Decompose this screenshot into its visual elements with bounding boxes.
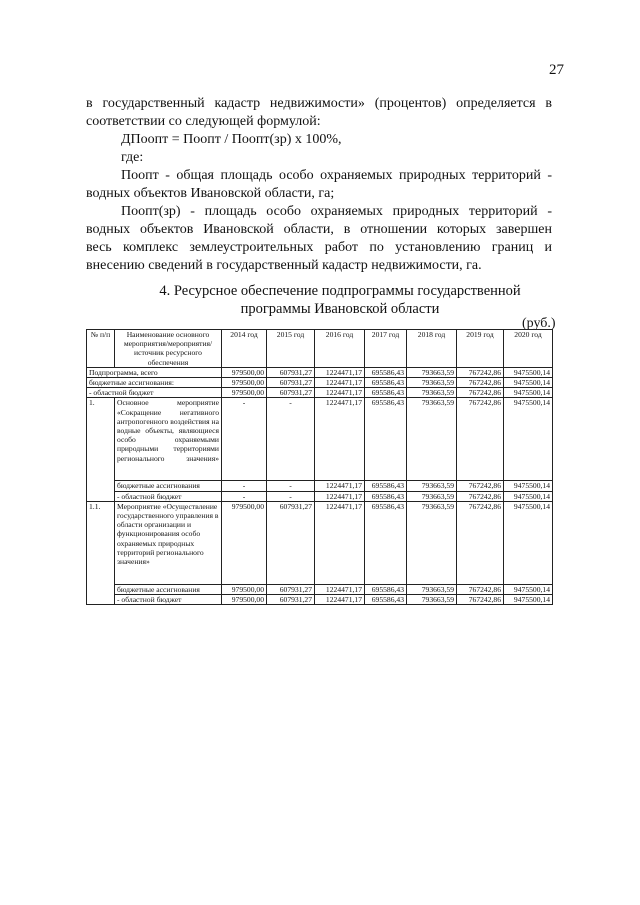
cell-2020: 9475500,14 [504, 398, 553, 481]
paragraph-line: Поопт(зр) - площадь особо охраняемых природных территорий - [121, 204, 552, 219]
cell-2017: 695586,43 [365, 491, 407, 501]
col-header-2019: 2019 год [457, 330, 504, 368]
activity-name: Мероприятие «Осуществление государственного управления в области организации и функционирования особо охраняемых природных территорий регионального значения» [115, 501, 222, 584]
paragraph-line: водных объектов Ивановской области, га; [86, 186, 335, 201]
table-row [87, 378, 553, 388]
cell-2016: 1224471,17 [315, 367, 365, 377]
paragraph-line: водных объектов Ивановской области, в отношении которых завершен [86, 222, 552, 237]
row-label: - областной бюджет [115, 491, 222, 501]
cell-2018: 793663,59 [407, 481, 457, 491]
resource-table [86, 329, 553, 605]
cell-2014: - [222, 481, 267, 491]
row-number: 1. [87, 398, 115, 501]
cell-2016: 1224471,17 [315, 595, 365, 605]
table-row [87, 398, 553, 481]
cell-2018: 793663,59 [407, 584, 457, 594]
col-header-2018: 2018 год [407, 330, 457, 368]
formula: ДПоопт = Поопт / Поопт(зр) х 100%, [121, 132, 342, 147]
cell-2018: 793663,59 [407, 388, 457, 398]
cell-2018: 793663,59 [407, 501, 457, 584]
paragraph-line: внесению сведений в государственный кадастр недвижимости, га. [86, 258, 482, 273]
cell-2017: 695586,43 [365, 584, 407, 594]
cell-2018: 793663,59 [407, 367, 457, 377]
table-row [87, 584, 553, 594]
cell-2016: 1224471,17 [315, 491, 365, 501]
cell-2019: 767242,86 [457, 584, 504, 594]
cell-2014: 979500,00 [222, 584, 267, 594]
cell-2016: 1224471,17 [315, 388, 365, 398]
col-header-2020: 2020 год [504, 330, 553, 368]
cell-2016: 1224471,17 [315, 378, 365, 388]
cell-2017: 695586,43 [365, 388, 407, 398]
cell-2017: 695586,43 [365, 595, 407, 605]
cell-2015: 607931,27 [267, 378, 315, 388]
cell-2014: 979500,00 [222, 595, 267, 605]
cell-2014: 979500,00 [222, 501, 267, 584]
cell-2016: 1224471,17 [315, 584, 365, 594]
table-row [87, 491, 553, 501]
cell-2020: 9475500,14 [504, 595, 553, 605]
cell-2017: 695586,43 [365, 501, 407, 584]
cell-2014: 979500,00 [222, 367, 267, 377]
table-header-row [87, 330, 553, 368]
cell-2019: 767242,86 [457, 367, 504, 377]
currency-unit: (руб.) [522, 316, 556, 331]
table-row [87, 388, 553, 398]
cell-2018: 793663,59 [407, 378, 457, 388]
table-row [87, 595, 553, 605]
row-label: бюджетные ассигнования: [87, 378, 222, 388]
cell-2018: 793663,59 [407, 398, 457, 481]
cell-2015: - [267, 481, 315, 491]
cell-2014: - [222, 491, 267, 501]
row-label: - областной бюджет [115, 595, 222, 605]
cell-2019: 767242,86 [457, 481, 504, 491]
cell-2018: 793663,59 [407, 595, 457, 605]
row-label: бюджетные ассигнования [115, 584, 222, 594]
cell-2014: 979500,00 [222, 378, 267, 388]
col-header-2015: 2015 год [267, 330, 315, 368]
cell-2019: 767242,86 [457, 388, 504, 398]
cell-2019: 767242,86 [457, 398, 504, 481]
activity-name: Основное мероприятие «Сокращение негативного антропогенного воздействия на водные объекты, являющиеся особо охраняемыми природными территориями регионального значения» [115, 398, 222, 481]
cell-2014: 979500,00 [222, 388, 267, 398]
cell-2014: - [222, 398, 267, 481]
cell-2015: 607931,27 [267, 388, 315, 398]
table-row [87, 501, 553, 584]
col-header-2017: 2017 год [365, 330, 407, 368]
cell-2017: 695586,43 [365, 378, 407, 388]
cell-2020: 9475500,14 [504, 378, 553, 388]
cell-2020: 9475500,14 [504, 481, 553, 491]
paragraph-line: весь комплекс землеустроительных работ по установлению границ и [86, 240, 552, 255]
paragraph-line: в государственный кадастр недвижимости» (процентов) определяется в [86, 96, 552, 111]
paragraph-line: соответствии со следующей формулой: [86, 114, 321, 129]
col-header-2016: 2016 год [315, 330, 365, 368]
cell-2016: 1224471,17 [315, 398, 365, 481]
row-number: 1.1. [87, 501, 115, 604]
cell-2016: 1224471,17 [315, 501, 365, 584]
cell-2020: 9475500,14 [504, 491, 553, 501]
cell-2019: 767242,86 [457, 595, 504, 605]
where-label: где: [121, 150, 144, 165]
cell-2019: 767242,86 [457, 378, 504, 388]
cell-2020: 9475500,14 [504, 367, 553, 377]
col-header-name: Наименование основного мероприятия/мероприятия/ источник ресурсного обеспечения [115, 330, 222, 368]
cell-2015: 607931,27 [267, 584, 315, 594]
table-row [87, 481, 553, 491]
cell-2017: 695586,43 [365, 481, 407, 491]
cell-2015: 607931,27 [267, 501, 315, 584]
cell-2020: 9475500,14 [504, 584, 553, 594]
row-label: Подпрограмма, всего [87, 367, 222, 377]
cell-2015: - [267, 398, 315, 481]
section-title: 4. Ресурсное обеспечение подпрограммы государственной [159, 283, 521, 299]
row-label: бюджетные ассигнования [115, 481, 222, 491]
table-row [87, 367, 553, 377]
cell-2015: 607931,27 [267, 595, 315, 605]
cell-2015: 607931,27 [267, 367, 315, 377]
cell-2019: 767242,86 [457, 491, 504, 501]
cell-2017: 695586,43 [365, 367, 407, 377]
cell-2017: 695586,43 [365, 398, 407, 481]
cell-2015: - [267, 491, 315, 501]
cell-2018: 793663,59 [407, 491, 457, 501]
col-header-num: № п/п [87, 330, 115, 368]
cell-2019: 767242,86 [457, 501, 504, 584]
col-header-2014: 2014 год [222, 330, 267, 368]
cell-2020: 9475500,14 [504, 388, 553, 398]
section-title: программы Ивановской области [240, 301, 440, 317]
cell-2016: 1224471,17 [315, 481, 365, 491]
paragraph-line: Поопт - общая площадь особо охраняемых природных территорий - [121, 168, 552, 183]
row-label: - областной бюджет [87, 388, 222, 398]
page-number: 27 [549, 62, 564, 78]
cell-2020: 9475500,14 [504, 501, 553, 584]
